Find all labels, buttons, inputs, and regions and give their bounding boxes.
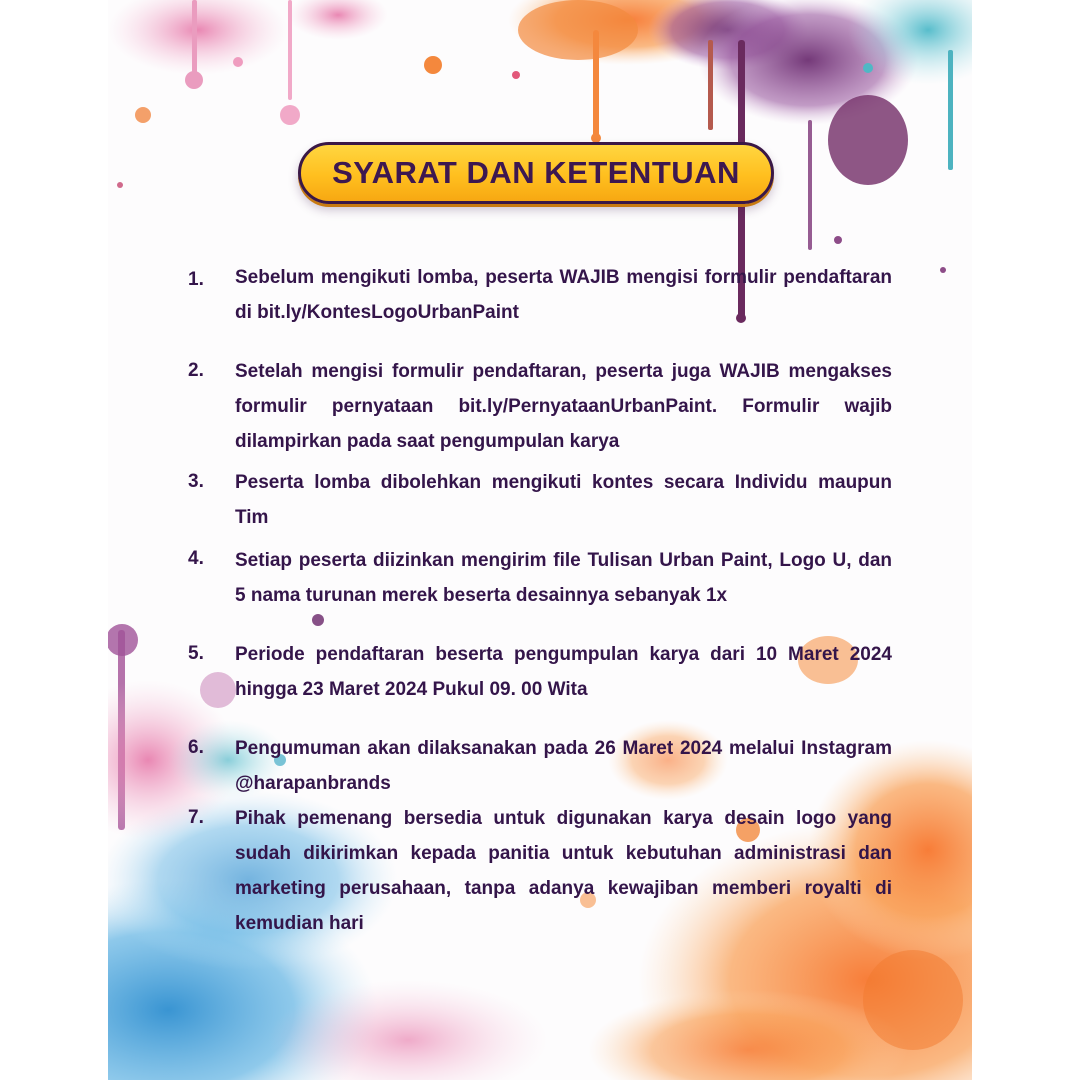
term-number: 1. [188, 269, 204, 290]
term-number: 3. [188, 471, 204, 492]
term-number: 2. [188, 360, 204, 381]
term-number: 5. [188, 643, 204, 664]
term-text: Pihak pemenang bersedia untuk digunakan karya desain logo yang sudah dikirimkan kepada panitia untuk kebutuhan administrasi dan marketing perusahaan, tanpa adanya kewajiban memberi royalti di kemudian hari [235, 808, 892, 934]
page-title: SYARAT DAN KETENTUAN [332, 155, 740, 190]
term-number: 4. [188, 548, 204, 569]
term-text: Periode pendaftaran beserta pengumpulan karya dari 10 Maret 2024 hingga 23 Maret 2024 Pukul 09. 00 Wita [235, 644, 892, 700]
poster [108, 0, 972, 1080]
term-number: 6. [188, 737, 204, 758]
term-number: 7. [188, 807, 204, 828]
terms-list [108, 0, 972, 1080]
term-text: Peserta lomba dibolehkan mengikuti kontes secara Individu maupun Tim [235, 472, 892, 528]
term-text: Setiap peserta diizinkan mengirim file Tulisan Urban Paint, Logo U, dan 5 nama turunan merek beserta desainnya sebanyak 1x [235, 550, 892, 606]
term-text: Sebelum mengikuti lomba, peserta WAJIB mengisi formulir pendaftaran di bit.ly/KontesLogoUrbanPaint [235, 267, 892, 323]
term-text: Pengumuman akan dilaksanakan pada 26 Maret 2024 melalui Instagram @harapanbrands [235, 738, 892, 794]
term-text: Setelah mengisi formulir pendaftaran, peserta juga WAJIB mengakses formulir pernyataan bit.ly/PernyataanUrbanPaint. Formulir wajib dilampirkan pada saat pengumpulan karya [235, 361, 892, 452]
